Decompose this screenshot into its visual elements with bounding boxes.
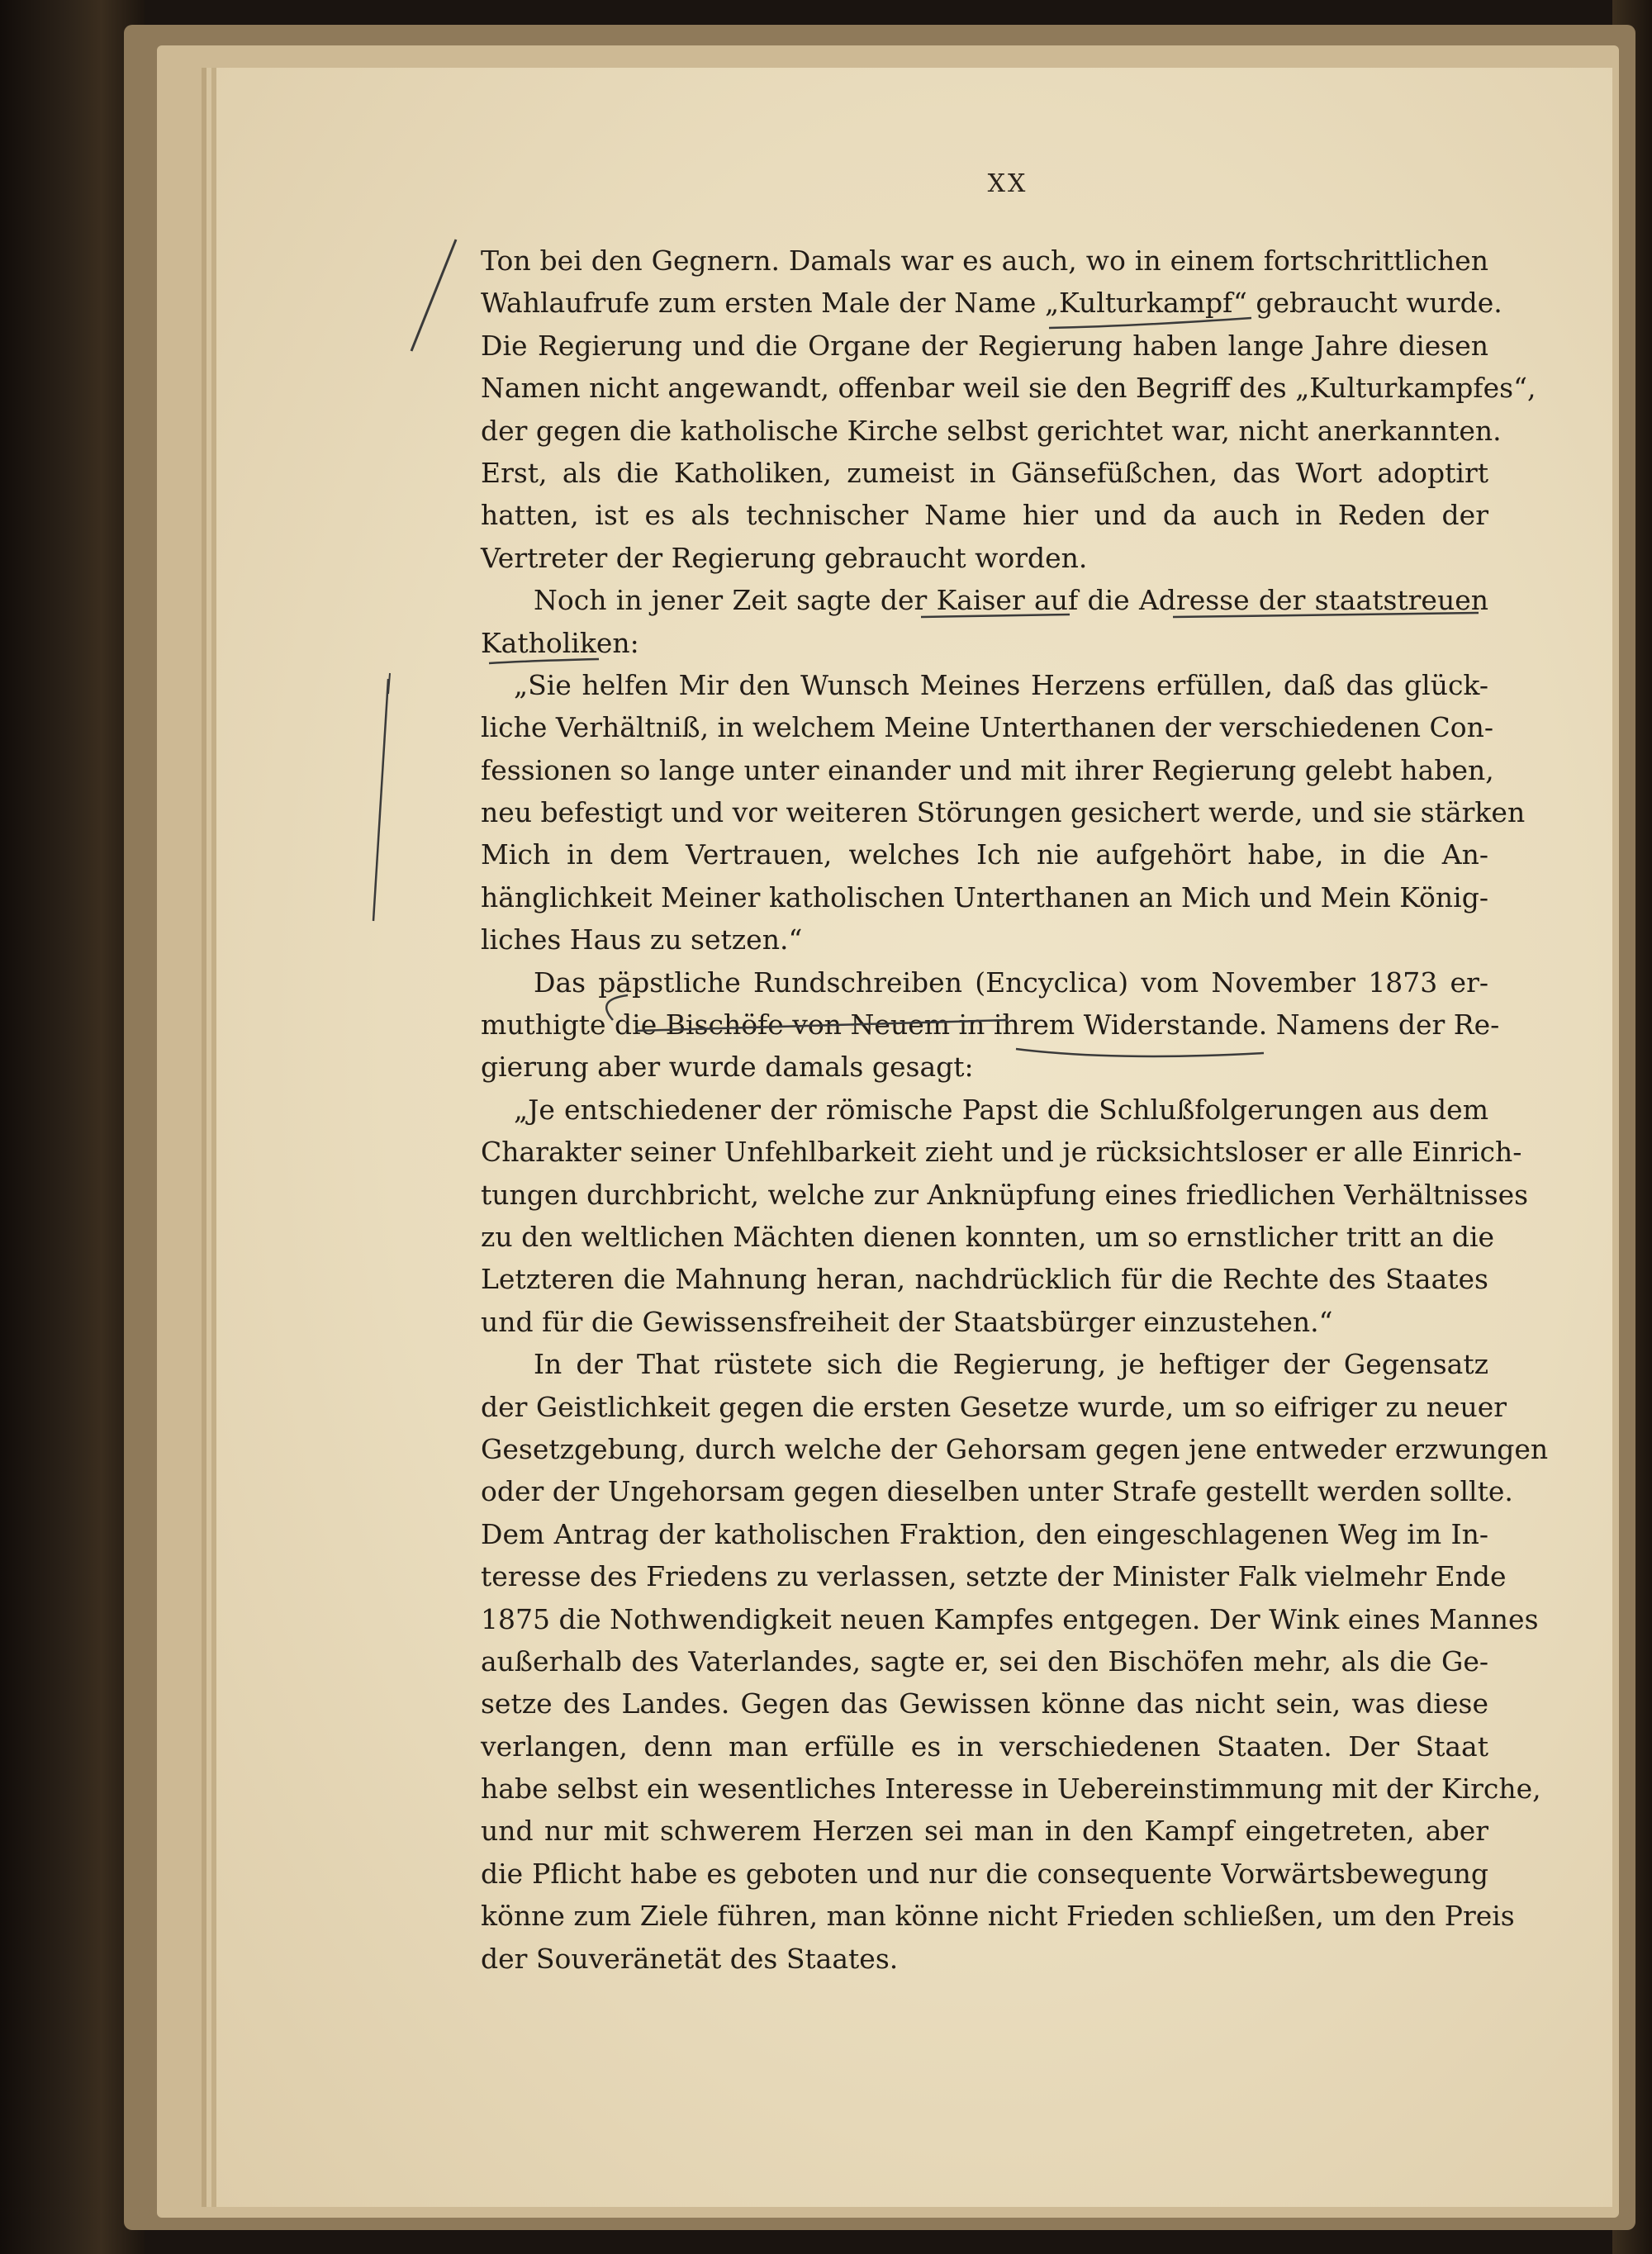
text-line: und für die Gewissensfreiheit der Staatsbürger einzustehen.“ [481, 1305, 1333, 1338]
text-line: Katholiken: [481, 626, 639, 659]
text-line: Dem Antrag der katholischen Fraktion, den eingeschlagenen Weg im In- [481, 1517, 1488, 1550]
text-line: habe selbst ein wesentliches Interesse in Uebereinstimmung mit der Kirche, [481, 1772, 1541, 1806]
text-line: muthigte die Bischöfe von Neuem in ihrem Widerstande. Namens der Re- [481, 1008, 1500, 1042]
underline-kaiser [921, 615, 1070, 617]
margin-stroke-middle [373, 679, 388, 921]
text-line: hänglichkeit Meiner katholischen Unterthanen an Mich und Mein König- [481, 880, 1488, 913]
text-line: teresse des Friedens zu verlassen, setzte der Minister Falk vielmehr Ende [481, 1560, 1507, 1593]
text-line: Gesetzgebung, durch welche der Gehorsam gegen jene entweder erzwungen [481, 1432, 1549, 1465]
text-line: liches Haus zu setzen.“ [481, 923, 803, 956]
text-line: gierung aber wurde damals gesagt: [481, 1051, 974, 1084]
page-number: XX [987, 169, 1028, 198]
margin-stroke-top [411, 240, 456, 351]
text-line: 1875 die Nothwendigkeit neuen Kampfes entgegen. Der Wink eines Mannes [481, 1602, 1539, 1635]
strike-bischoefe [636, 1020, 1008, 1031]
underline-paepstliche [606, 995, 628, 1020]
text-line: tungen durchbricht, welche zur Anknüpfung eines friedlichen Verhältnisses [481, 1178, 1529, 1211]
text-line: verlangen, denn man erfülle es in verschiedenen Staaten. Der Staat [481, 1730, 1488, 1763]
text-line: In der That rüstete sich die Regierung, je heftiger der Gegensatz [534, 1348, 1488, 1381]
text-line: oder der Ungehorsam gegen dieselben unter Strafe gestellt werden sollte. [481, 1475, 1513, 1508]
text-line: außerhalb des Vaterlandes, sagte er, sei den Bischöfen mehr, als die Ge- [481, 1644, 1488, 1677]
margin-stroke-dot [388, 673, 390, 694]
text-line: Ton bei den Gegnern. Damals war es auch, wo in einem fortschrittlichen [481, 244, 1488, 277]
text-line: Erst, als die Katholiken, zumeist in Gänsefüßchen, das Wort adoptirt [481, 456, 1488, 489]
underline-kulturkampf [1049, 318, 1251, 328]
text-line: Noch in jener Zeit sagte der Kaiser auf die Adresse der staatstreuen [534, 584, 1488, 617]
text-line: der gegen die katholische Kirche selbst gerichtet war, nicht anerkannten. [481, 414, 1502, 447]
text-line: Letzteren die Mahnung heran, nachdrücklich für die Rechte des Staates [481, 1263, 1488, 1296]
text-line: „Je entschiedener der römische Papst die Schlußfolgerungen aus dem [514, 1093, 1488, 1126]
text-line: Die Regierung und die Organe der Regierung haben lange Jahre diesen [481, 329, 1488, 362]
text-line: liche Verhältniß, in welchem Meine Unterthanen der verschiedenen Con- [481, 711, 1494, 744]
underline-katholiken [489, 659, 599, 663]
text-line: zu den weltlichen Mächten dienen konnten, um so ernstlicher tritt an die [481, 1220, 1495, 1253]
underline-adresse [1173, 613, 1479, 617]
text-line: könne zum Ziele führen, man könne nicht Frieden schließen, um den Preis [481, 1900, 1515, 1933]
text-line: Wahlaufrufe zum ersten Male der Name „Kulturkampf“ gebraucht wurde. [481, 287, 1502, 320]
text-line: der Souveränetät des Staates. [481, 1942, 899, 1975]
text-line: und nur mit schwerem Herzen sei man in den Kampf eingetreten, aber [481, 1815, 1488, 1848]
text-line: fessionen so lange unter einander und mit ihrer Regierung gelebt haben, [481, 753, 1494, 786]
text-line: „Sie helfen Mir den Wunsch Meines Herzens erfüllen, daß das glück- [514, 668, 1488, 701]
text-line: Mich in dem Vertrauen, welches Ich nie aufgehört habe, in die An- [481, 838, 1488, 871]
text-line: hatten, ist es als technischer Name hier und da auch in Reden der [481, 499, 1488, 532]
text-line: Vertreter der Regierung gebraucht worden. [481, 541, 1088, 574]
text-line: Charakter seiner Unfehlbarkeit zieht und je rücksichtsloser er alle Einrich- [481, 1136, 1522, 1169]
text-line: Namen nicht angewandt, offenbar weil sie den Begriff des „Kulturkampfes“, [481, 372, 1536, 405]
text-line: neu befestigt und vor weiteren Störungen gesichert werde, und sie stärken [481, 796, 1526, 829]
underline-widerstande [1016, 1049, 1264, 1056]
text-line: Das päpstliche Rundschreiben (Encyclica) vom November 1873 er- [534, 966, 1488, 999]
text-line: setze des Landes. Gegen das Gewissen könne das nicht sein, was diese [481, 1687, 1488, 1720]
text-line: der Geistlichkeit gegen die ersten Gesetze wurde, um so eifriger zu neuer [481, 1390, 1507, 1423]
text-line: die Pflicht habe es geboten und nur die consequente Vorwärtsbewegung [481, 1857, 1488, 1890]
